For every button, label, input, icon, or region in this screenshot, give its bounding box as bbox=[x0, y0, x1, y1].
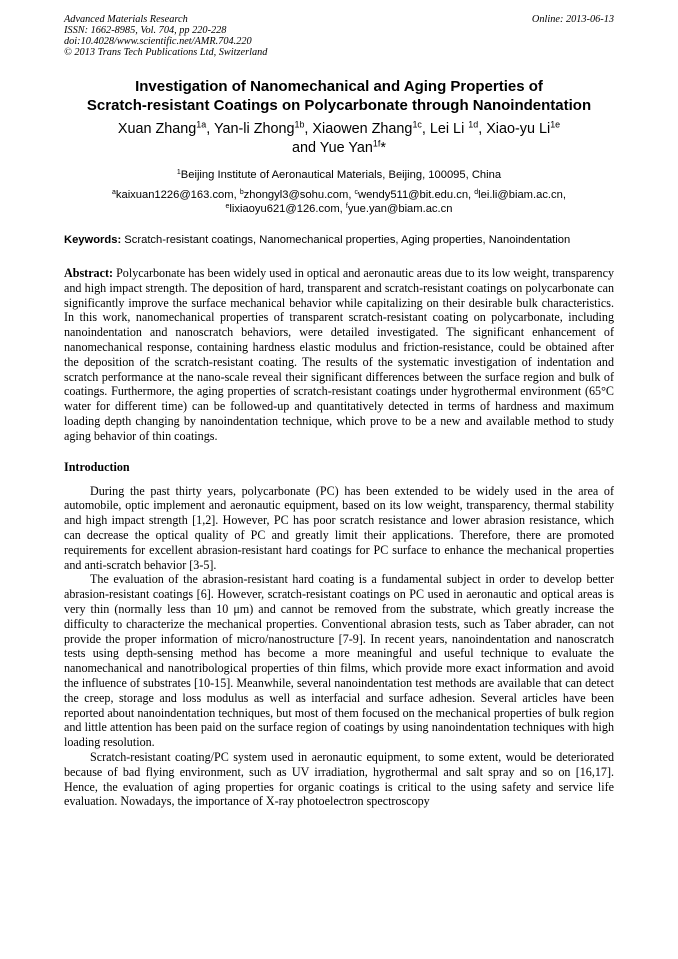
email[interactable]: $^b$zhongyl3@sohu.com, bbox=[239, 188, 355, 201]
author-emails bbox=[64, 188, 614, 216]
keywords-label: Keywords: bbox=[64, 234, 122, 246]
paper-title bbox=[64, 77, 614, 115]
section-heading-introduction: Introduction bbox=[64, 459, 130, 474]
title-line-1: Investigation of Nanomechanical and Aging Properties of bbox=[135, 78, 543, 95]
author: Lei Li $^{1d}$, bbox=[429, 119, 487, 137]
email[interactable]: $^c$wendy511@bit.edu.cn, bbox=[354, 188, 475, 201]
paragraph: During the past thirty years, polycarbonate (PC) has been extended to be widely used in the area of automobile, optic implement and aeronautic equipment, based on its low weight, transparency, thermal stability and high impact strength [1,2]. However, PC has poor scratch resistance and lower abrasion resistance, which can decrease the optical quality of PC and greatly limit their applications. Therefore, there are promoted requirements for excellent abrasion-resistant hard coatings for PC surface to enhance the mechanical properties and anti-scratch behavior [3-5]. bbox=[64, 483, 614, 572]
online-date: Online: 2013-06-13 bbox=[531, 14, 614, 25]
abstract bbox=[64, 266, 614, 444]
paragraph: The evaluation of the abrasion-resistant hard coating is a fundamental subject in order to develop better abrasion-resistant coatings [6]. However, scratch-resistant coatings on PC used in aeronautic and optical areas is very thin (normally less than 10 μm) and cannot be removed from the substrate, which greatly increase the difficulty to characterize the mechanical properties. Conventional abrasion tests, such as Taber abrader, can not provide the proper information of micro/nanostructure [7-9]. In recent years, nanoindentation and nanoscratch tests using depth-sensing method has become a more meaningful and useful technique to evaluate the nanomechanical and nanotribological properties of thin films, which provide more exact information and avoid the influence of substrates [10-15]. Meanwhile, several nanoindentation test methods are available that can detect the creep, storage and loss modulus as well as interfacial and surface adhesion. Several articles have been reported about nanoindentation techniques, but most of them focused on the mechanical properties of bulk region and little attention has been paid on the surface region of coatings by using nanoindentation techniques with high loading resolution. bbox=[64, 572, 614, 750]
author: Yan-li Zhong$^{1b}$, bbox=[213, 119, 313, 137]
affiliation: $^1$Beijing Institute of Aeronautical Materials, Beijing, 100095, China bbox=[176, 168, 502, 181]
author: Xiao-yu $Li^{1e}$ bbox=[486, 119, 561, 137]
author-list bbox=[64, 120, 614, 158]
copyright-line: © 2013 Trans Tech Publications Ltd, Switzerland bbox=[64, 47, 268, 58]
email[interactable]: $^e$lixiaoyu621@126.com, bbox=[225, 202, 346, 215]
author: Xiaowen Zhang$^{1c}$, bbox=[312, 119, 430, 137]
email[interactable]: $^d$lei.li@biam.ac.cn, bbox=[474, 188, 566, 201]
introduction-body bbox=[64, 484, 614, 810]
email[interactable]: $^f$yue.yan@biam.ac.cn bbox=[345, 202, 453, 215]
issn-line: ISSN: 1662-8985, Vol. 704, pp 220-228 bbox=[64, 25, 227, 36]
abstract-label: Abstract: bbox=[64, 266, 114, 280]
keywords bbox=[64, 233, 614, 248]
doi-line[interactable]: doi:10.4028/www.scientific.net/AMR.704.220 bbox=[64, 36, 252, 47]
keywords-text: Scratch-resistant coatings, Nanomechanical properties, Aging properties, Nanoindentation bbox=[121, 234, 571, 246]
abstract-text: Polycarbonate has been widely used in optical and aeronautic areas due to its low weight, transparency and high impact strength. The deposition of hard, transparent and scratch-resistant coatings on polycarbonate can significantly improve the surface mechanical behavior while capitalizing on their desirable bulk characteristics. In this work, nanomechanical properties of transparent scratch-resistant coating on polycarbonate, including nanoindentation and nanoscratch behaviors, were detailed investigated. The significant enhancement of nanomechanical response, containing hardness elastic modulus and friction-resistance, could be obtained after the deposition of the scratch-resistant coating. The results of the systematic investigation of indentation and scratch performance at the nano-scale reveal their significant differences between the surface region and bulk of coatings. Furthermore, the aging properties of scratch-resistant coatings under hygrothermal environment (65°C water for different time) can be followed-up and quantitatively detected in terms of hardness and maximum loading depth changing by nanoindentation technique, which prove to be a new and available method to study aging behavior of thin coatings. bbox=[64, 266, 614, 443]
email[interactable]: $^a$kaixuan1226@163.com, bbox=[112, 188, 240, 201]
author: and Yue Yan$^{1f}$* bbox=[292, 138, 386, 156]
journal-name: Advanced Materials Research bbox=[64, 14, 188, 25]
author: Xuan Zhang$^{1a}$, bbox=[117, 119, 214, 137]
journal-header bbox=[64, 14, 614, 58]
title-line-2: Scratch-resistant Coatings on Polycarbonate through Nanoindentation bbox=[86, 97, 592, 114]
paragraph: Scratch-resistant coating/PC system used in aeronautic equipment, to some extent, would be deteriorated because of bad flying environment, such as UV irradiation, hygrothermal and salt spray and so on [16,17]. Hence, the evaluation of aging properties for organic coatings is critical to the using safety and service life evaluation. Nowadays, the importance of X-ray photoelectron spectroscopy bbox=[64, 749, 614, 809]
